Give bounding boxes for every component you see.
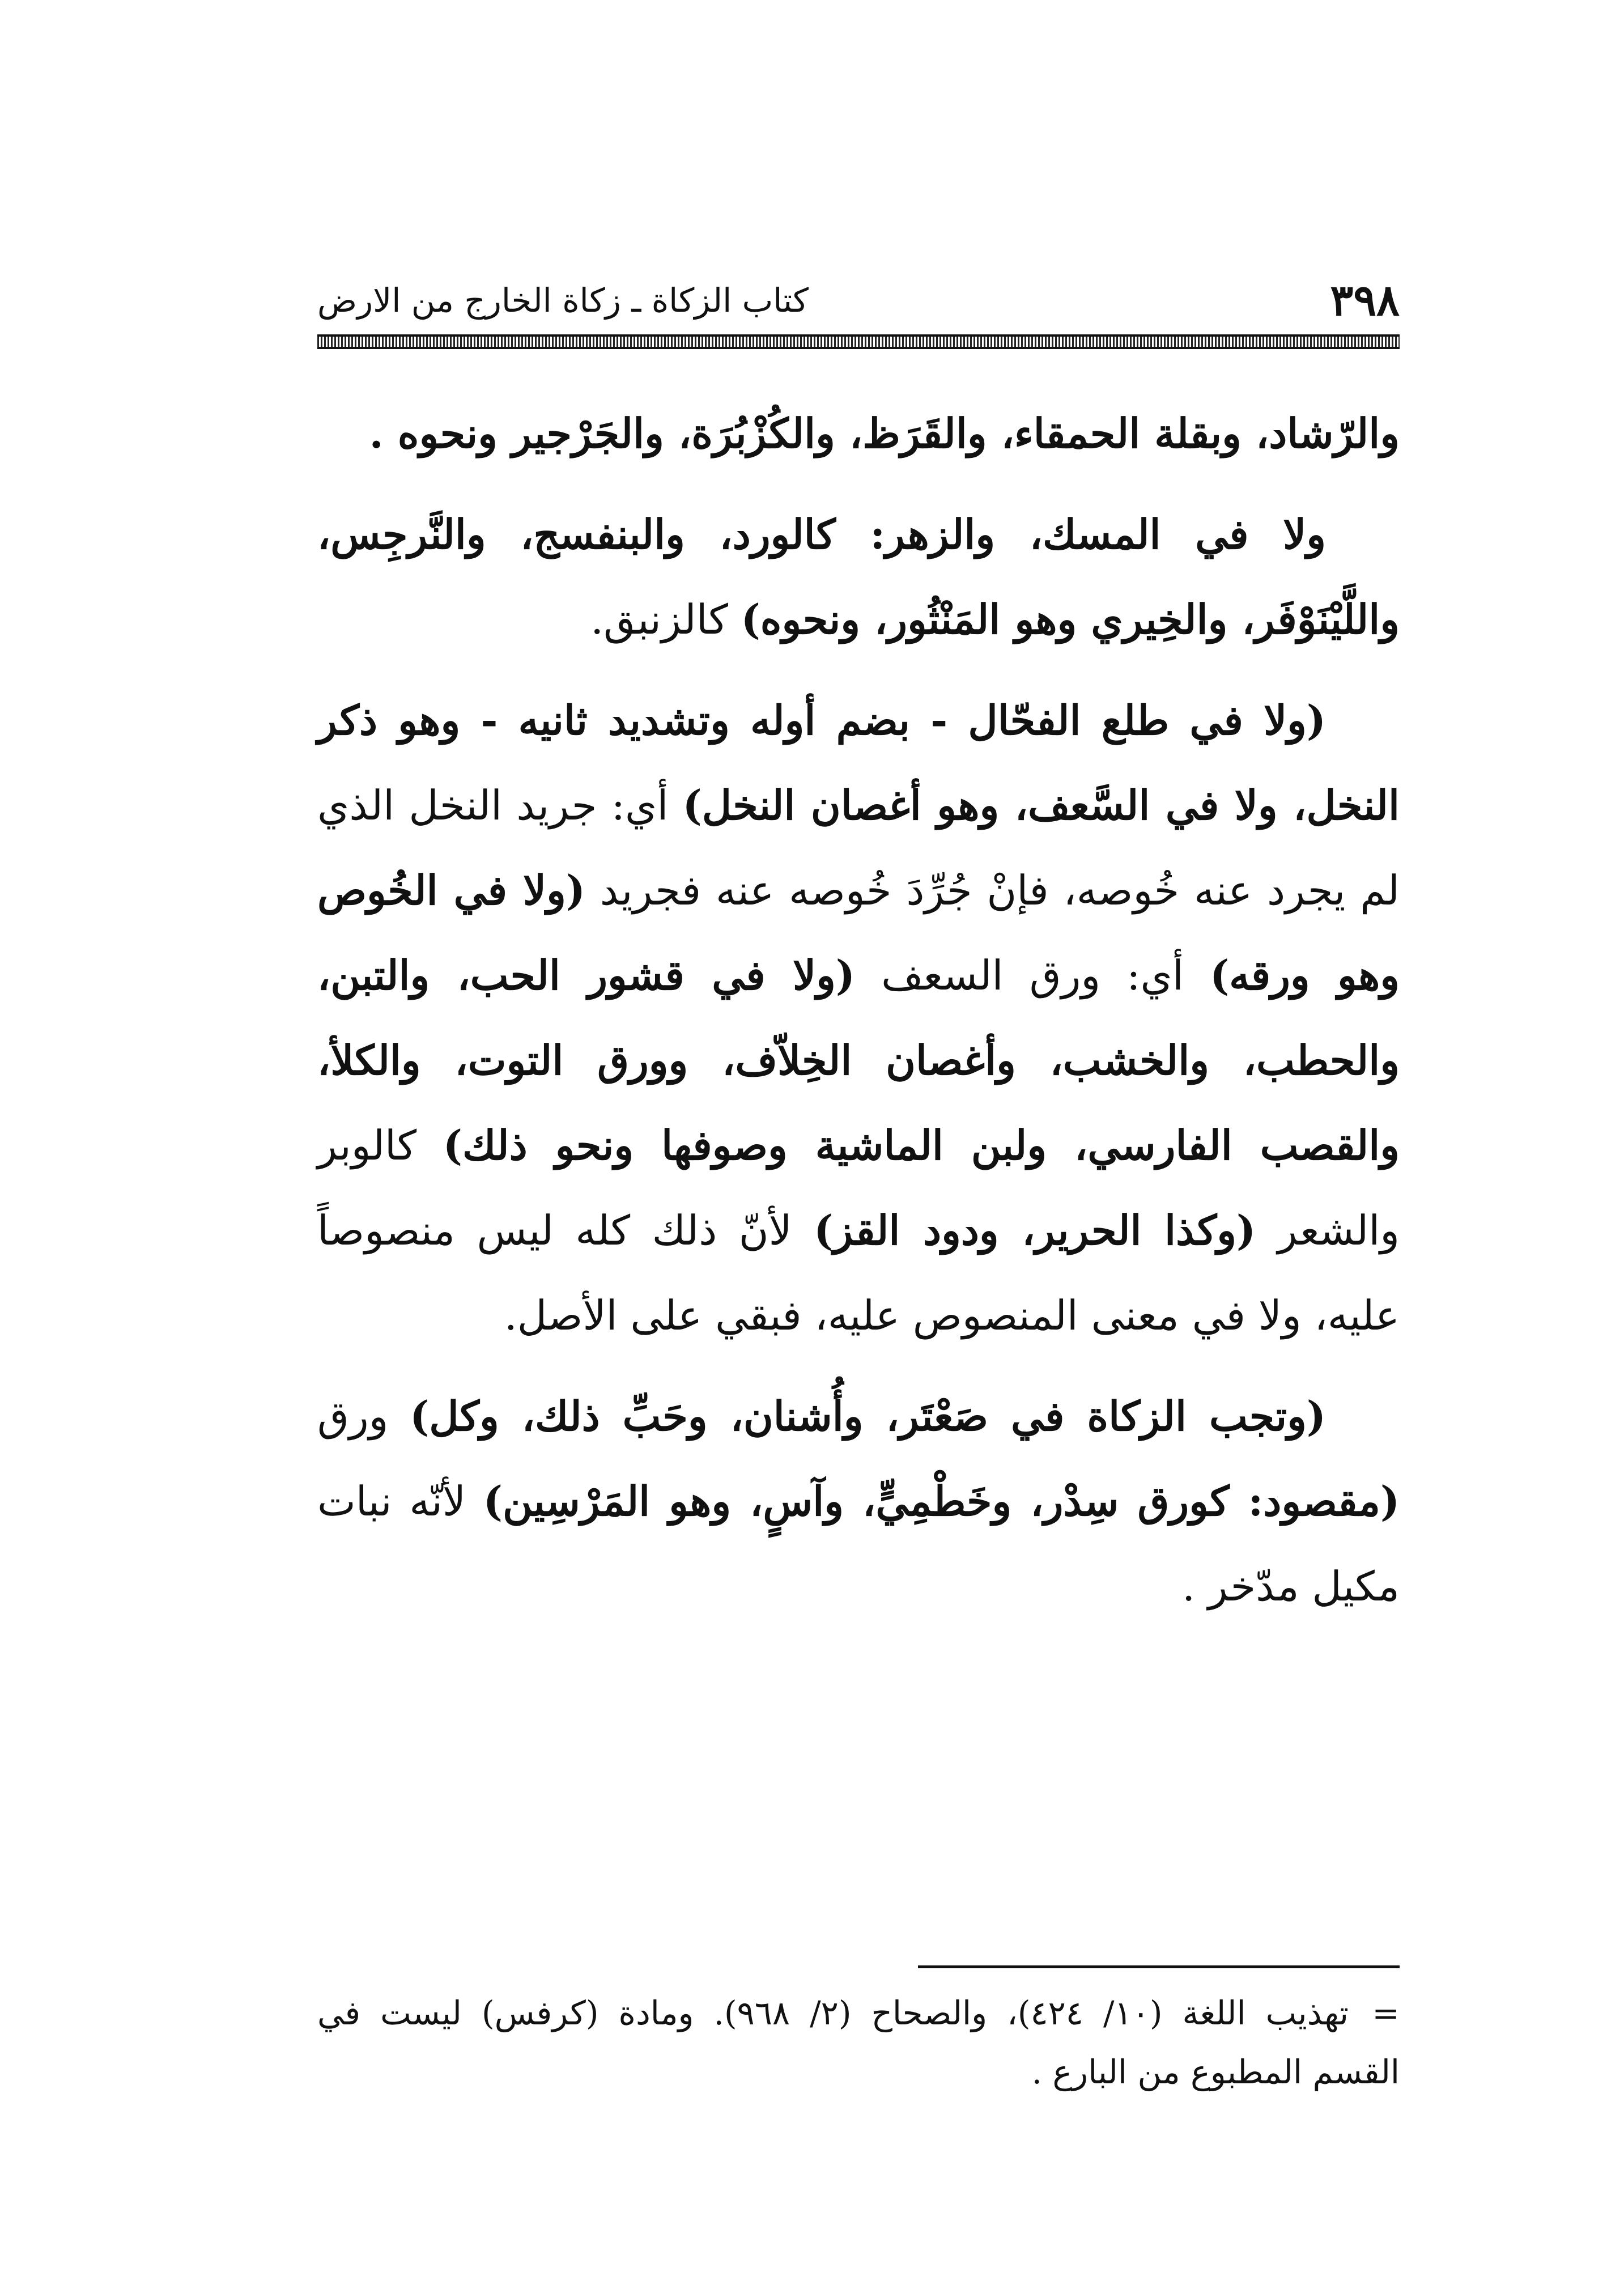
running-title: كتاب الزكاة ـ زكاة الخارج من الارض bbox=[317, 281, 809, 320]
footnote bbox=[317, 1984, 1400, 2101]
page-number: ٣٩٨ bbox=[1330, 275, 1400, 325]
main-text bbox=[317, 391, 1400, 1645]
plain-segment: لأنّ ذلك كله ليس منصوصاً عليه، ولا في معنى المنصوص عليه، فبقي على الأصل. bbox=[317, 1207, 1400, 1339]
bold-segment: (وكذا الحرير، ودود القز) bbox=[814, 1206, 1256, 1254]
footnote-separator bbox=[918, 1965, 1400, 1968]
bold-segment: ولا في المسك، والزهر: كالورد، والبنفسج، والنَّرجِس، واللَّيْنَوْفَر، والخِيري وهو المَنْثُور، ونحوه) bbox=[317, 510, 1400, 643]
plain-segment: كالوبر والشعر bbox=[317, 1122, 1400, 1254]
plain-segment: ورق bbox=[317, 1392, 410, 1440]
footnote-marker: = bbox=[1372, 1994, 1400, 2032]
paragraph-1: والرّشاد، وبقلة الحمقاء، والقَرَظ، والكُزْبُرَة، والجَرْجير ونحوه . bbox=[369, 409, 1400, 457]
plain-segment: كالزنبق. bbox=[590, 596, 741, 643]
bold-segment: (وتجب الزكاة في صَعْتَر، وأُشنان، وحَبِّ ذلك، وكل) bbox=[410, 1392, 1326, 1440]
page-header bbox=[317, 266, 1400, 334]
paragraph-3 bbox=[317, 678, 1400, 1358]
bold-segment: (ولا في طلع الفحّال - بضم أوله وتشديد ثانيه - وهو ذكر النخل، ولا في السَّعف، وهو أغصان النخل) bbox=[317, 696, 1400, 829]
bold-segment: (مقصود: كورق سِدْر، وخَطْمِيٍّ، وآسٍ، وهو المَرْسِين) bbox=[483, 1477, 1400, 1525]
footnote-text: تهذيب اللغة (١٠/ ٤٢٤)، والصحاح (٢/ ٩٦٨). ومادة (كرفس) ليست في القسم المطبوع من البارع . bbox=[317, 1994, 1400, 2091]
plain-segment: أي: ورق السعف bbox=[854, 952, 1210, 999]
paragraph-2 bbox=[317, 492, 1400, 662]
plain-segment: لأنّه نبات مكيل مدّخر . bbox=[317, 1477, 1400, 1610]
bold-segment: (ولا في قشور الحب، والتبن، والحطب، والخشب، وأغصان الخِلاّف، وورق التوت، والكلأ، والقصب الفارسي، ولبن الماشية وصوفها ونحو ذلك) bbox=[317, 951, 1400, 1169]
paragraph-4 bbox=[317, 1374, 1400, 1629]
header-rule bbox=[317, 334, 1400, 349]
bold-segment: (ولا في الخُوص وهو ورقه) bbox=[317, 866, 1400, 999]
plain-segment: أي: جريد النخل الذي لم يجرد عنه خُوصه، فإنْ جُرِّدَ خُوصه عنه فجريد bbox=[317, 782, 1400, 914]
